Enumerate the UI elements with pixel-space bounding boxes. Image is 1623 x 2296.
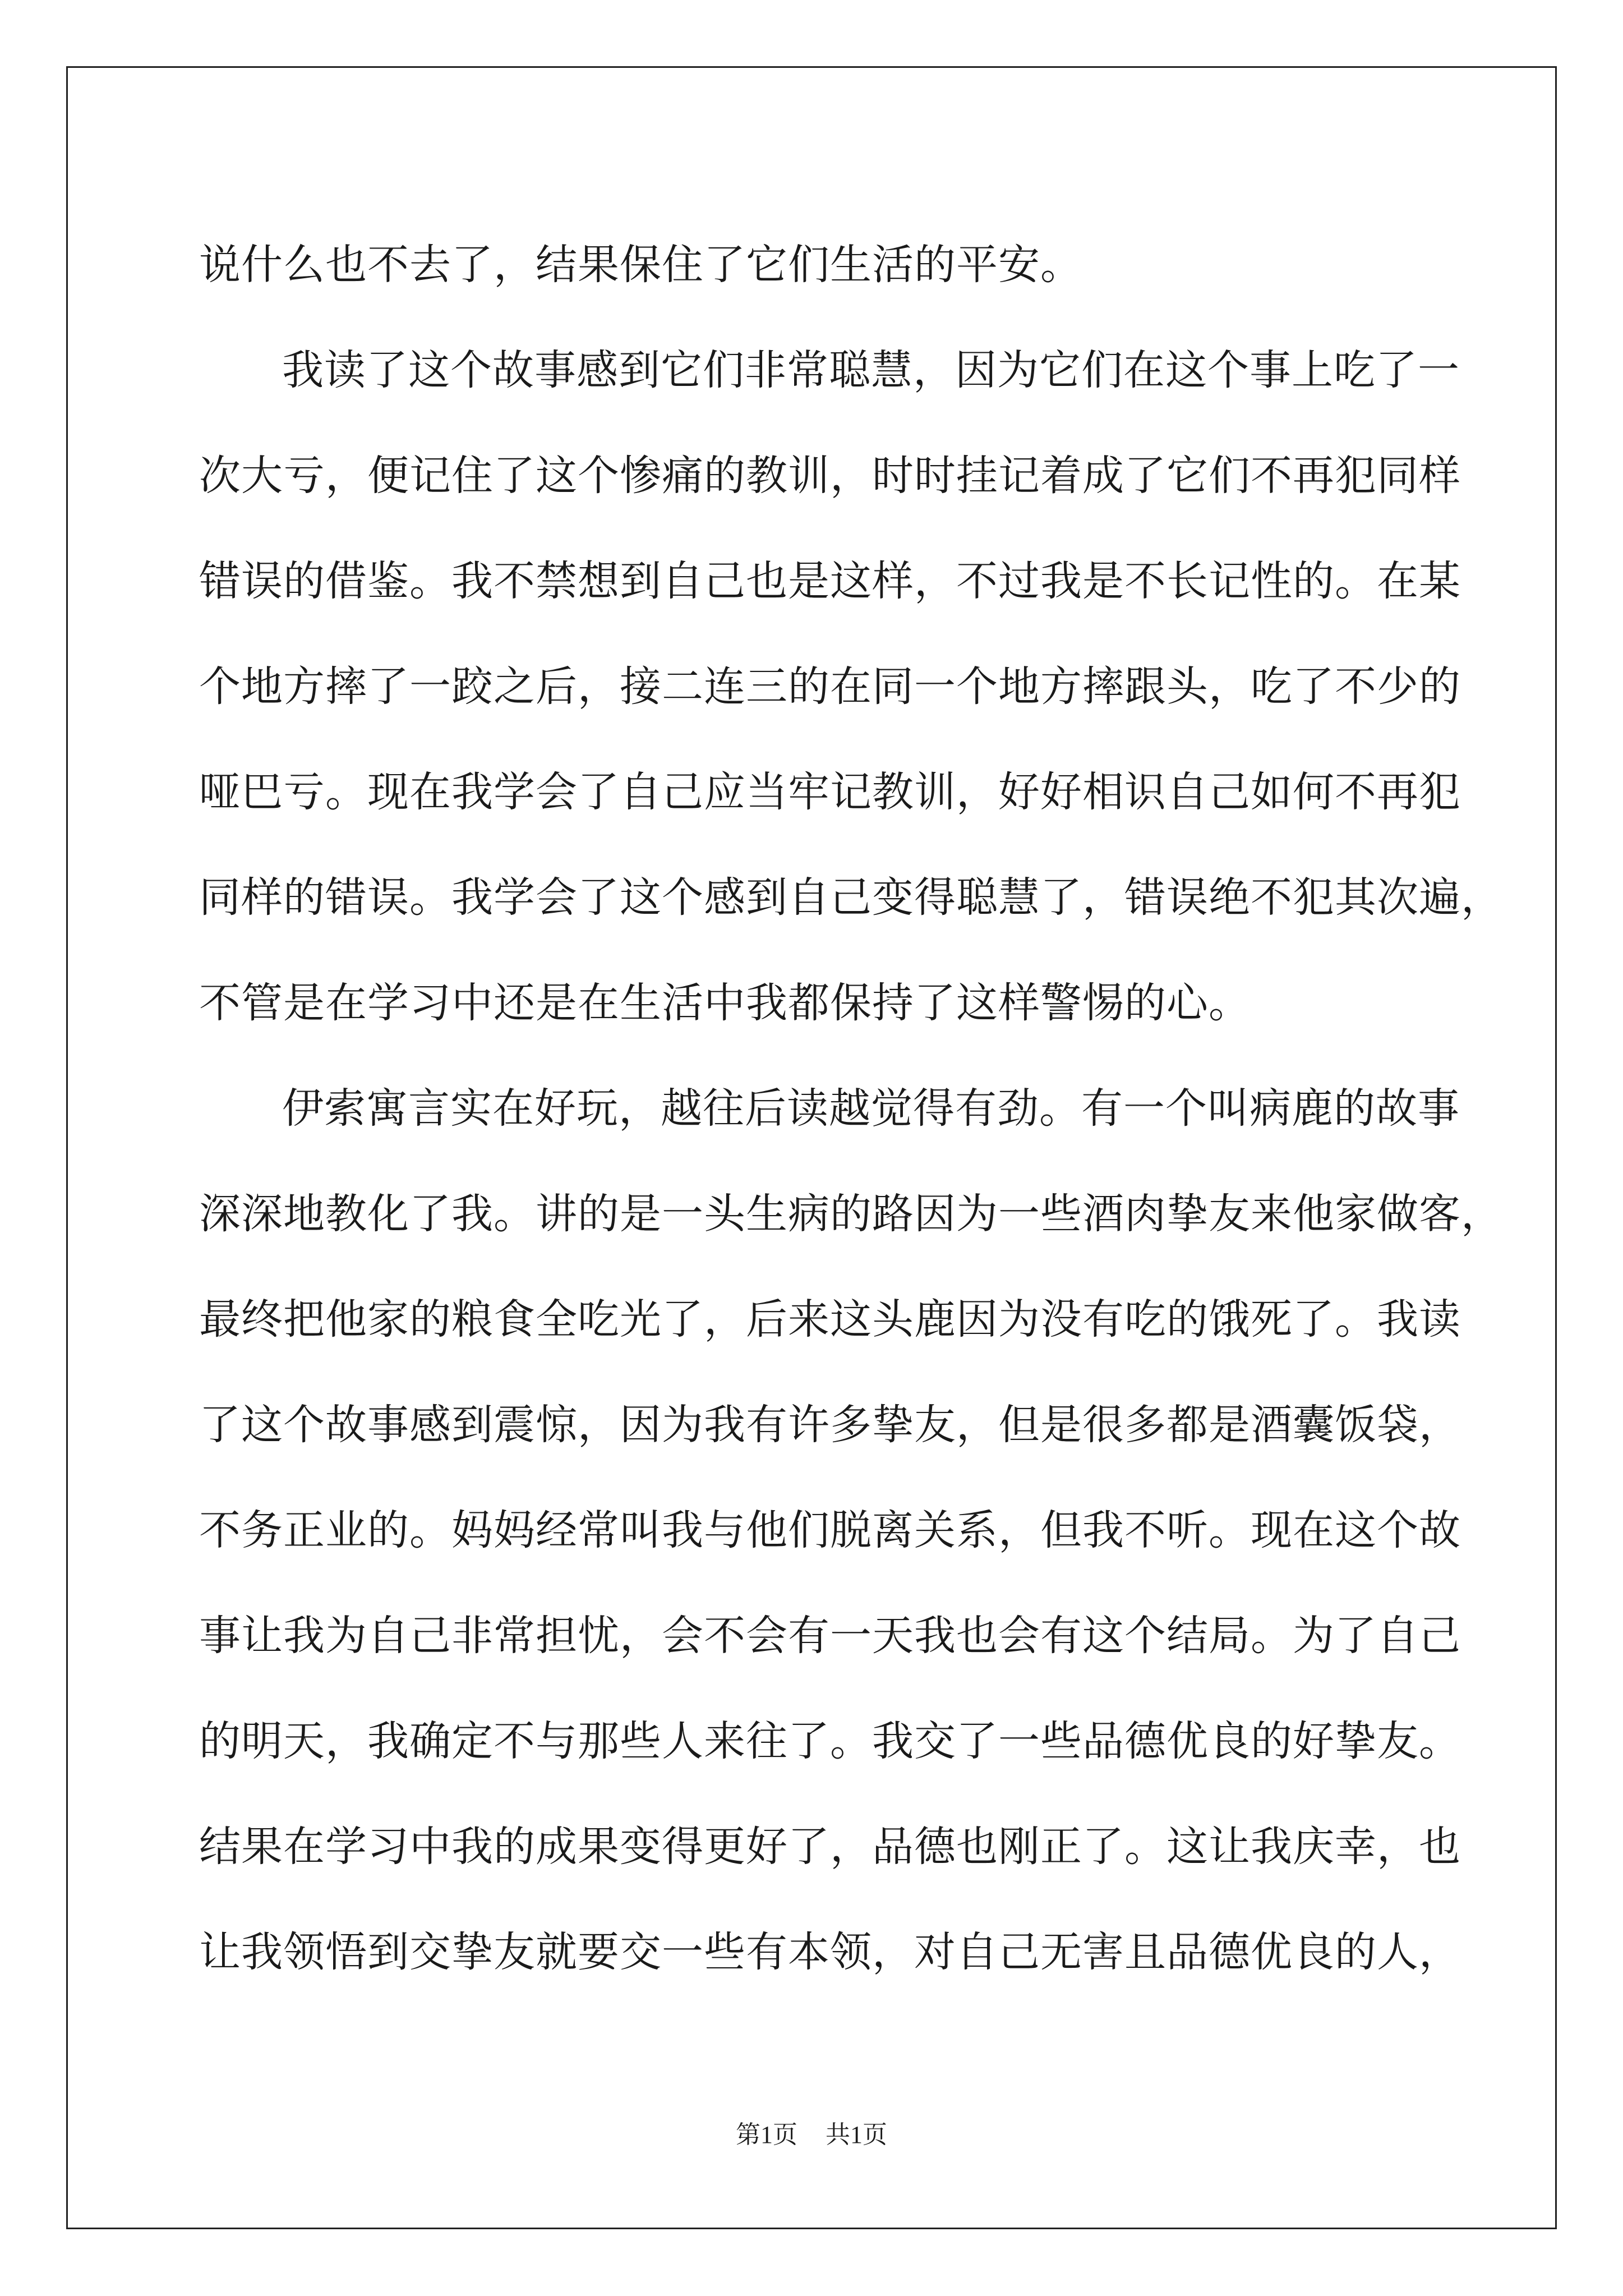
text-line: 最终把他家的粮食全吃光了，后来这头鹿因为没有吃的饿死了。我读 [199,1295,1461,1343]
text-line: 同样的错误。我学会了这个感到自己变得聪慧了，错误绝不犯其次遍， [199,873,1503,922]
text-line: 不管是在学习中还是在生活中我都保持了这样警惕的心。 [199,979,1251,1027]
text-line: 我读了这个故事感到它们非常聪慧，因为它们在这个事上吃了一 [282,346,1460,394]
text-line: 个地方摔了一跤之后，接二连三的在同一个地方摔跟头，吃了不少的 [199,662,1461,711]
text-line: 了这个故事感到震惊，因为我有许多挚友，但是很多都是酒囊饭袋， [199,1401,1461,1449]
page-number-total: 共1页 [826,2121,887,2148]
text-line: 让我领悟到交挚友就要交一些有本领，对自己无害且品德优良的人， [199,1928,1461,1976]
page-number-current: 第1页 [736,2121,797,2148]
text-line: 结果在学习中我的成果变得更好了，品德也刚正了。这让我庆幸，也 [199,1823,1461,1871]
text-line: 说什么也不去了，结果保住了它们生活的平安。 [199,241,1082,289]
text-line: 哑巴亏。现在我学会了自己应当牢记教训，好好相识自己如何不再犯 [199,768,1461,816]
text-line: 错误的借鉴。我不禁想到自己也是这样，不过我是不长记性的。在某 [199,557,1461,605]
text-line: 事让我为自己非常担忧，会不会有一天我也会有这个结局。为了自己 [199,1612,1461,1660]
text-line: 伊索寓言实在好玩，越往后读越觉得有劲。有一个叫病鹿的故事 [282,1084,1460,1133]
page-footer [0,2118,1623,2152]
text-line: 次大亏，便记住了这个惨痛的教训，时时挂记着成了它们不再犯同样 [199,452,1461,500]
document-body [199,212,1503,2005]
text-line: 的明天，我确定不与那些人来往了。我交了一些品德优良的好挚友。 [199,1717,1461,1765]
text-line: 不务正业的。妈妈经常叫我与他们脱离关系，但我不听。现在这个故 [199,1506,1461,1554]
text-line: 深深地教化了我。讲的是一头生病的路因为一些酒肉挚友来他家做客， [199,1190,1503,1238]
